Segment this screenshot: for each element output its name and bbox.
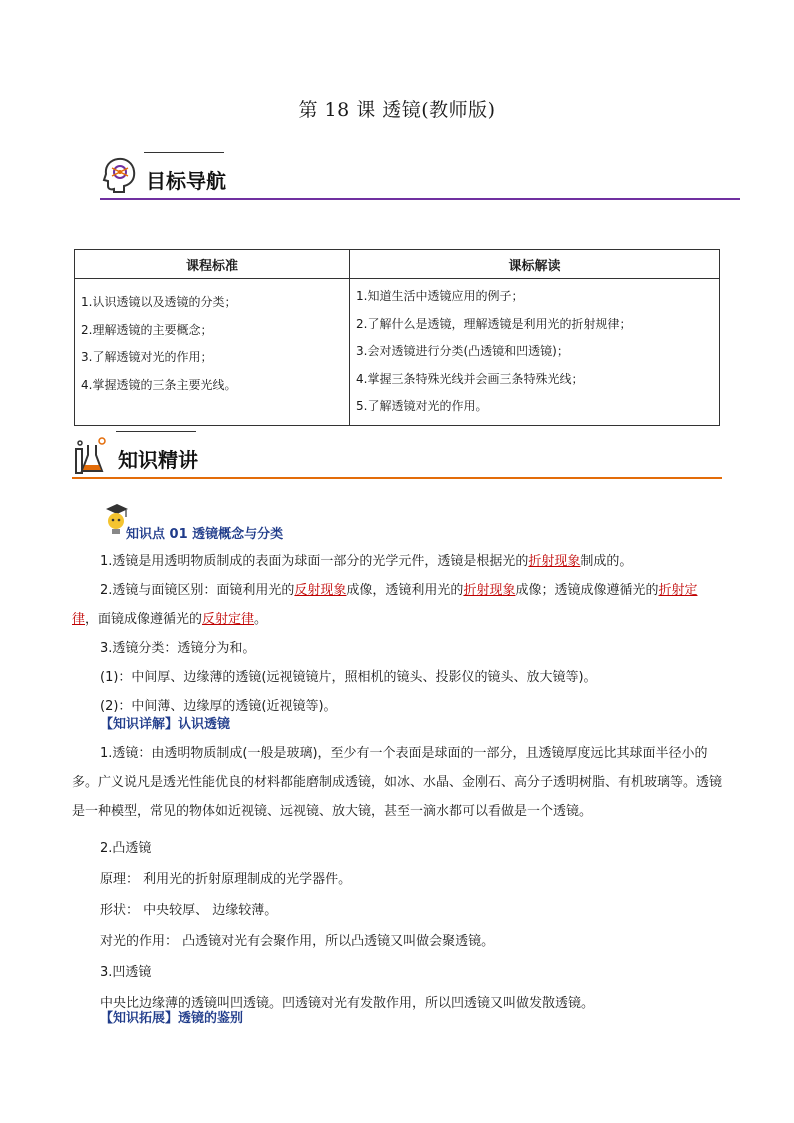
detail-tag-title: 认识透镜 [178, 717, 231, 732]
paragraph: 3.透镜分类：透镜分为和。 [100, 641, 256, 656]
knowledge-extension-heading [100, 1004, 243, 1033]
extension-tag-title: 透镜的鉴别 [178, 1011, 244, 1026]
text-run: 2.透镜与面镜区别：面镜利用光的 [100, 583, 295, 598]
text-run: 成像；透镜成像遵循光的 [515, 583, 659, 598]
extension-tag: 【知识拓展】 [100, 1011, 179, 1026]
list-item: 1.知道生活中透镜应用的例子； [356, 289, 524, 303]
lab-flasks-icon [72, 435, 110, 479]
underlined-term: 折射定律 [72, 583, 698, 627]
subheading: 2.凸透镜 [100, 841, 152, 856]
page-title: 第 18 课 透镜(教师版) [298, 99, 496, 121]
course-standards-table [74, 249, 720, 426]
list-item: 4.掌握三条特殊光线并会画三条特殊光线； [356, 371, 584, 386]
interpretation-cell [350, 279, 720, 426]
paragraph [72, 576, 722, 634]
knowledge-detail [72, 710, 722, 826]
list-item: 1.认识透镜以及透镜的分类； [81, 295, 237, 309]
detail-heading [72, 710, 722, 739]
text-run: 成像，透镜利用光的 [346, 583, 464, 598]
section-underline [72, 477, 722, 479]
paragraph: 原理： 利用光的折射原理制成的光学器件。 [100, 872, 352, 887]
list-item: 3.了解透镜对光的作用； [81, 350, 213, 364]
head-gears-icon [102, 156, 138, 200]
table-header: 课程标准 [75, 250, 350, 279]
underlined-term: 反射定律 [202, 612, 255, 627]
underlined-term: 折射现象 [463, 583, 516, 598]
section-header-knowledge [72, 429, 722, 479]
list-item: 2.了解什么是透镜，理解透镜是利用光的折射规律； [356, 316, 632, 331]
section-label: 知识精讲 [118, 448, 198, 472]
paragraph: (1)：中间厚、边缘薄的透镜(远视镜镜片，照相机的镜头、投影仪的镜头、放大镜等)。 [100, 670, 597, 685]
table-row [75, 279, 720, 426]
subheading: 3.凹透镜 [100, 965, 152, 980]
kp1-content [72, 547, 722, 721]
table-header: 课标解读 [350, 250, 720, 279]
underlined-term: 反射现象 [294, 583, 347, 598]
convex-lens-block [100, 833, 720, 1019]
text-run: 制成的。 [580, 554, 633, 569]
section-topline [144, 152, 224, 153]
underlined-term: 折射现象 [528, 554, 581, 569]
paragraph: 1.透镜：由透明物质制成(一般是玻璃)，至少有一个表面是球面的一部分，且透镜厚度远比其球面半径小的多。广义说凡是透光性能优良的材料都能磨制成透镜，如冰、水晶、金刚石、高分子透明树脂、有机玻璃等。透镜是一种模型，常见的物体如近视镜、远视镜、放大镜，甚至一滴水都可以看做是一个透镜。 [72, 746, 723, 819]
paragraph: 中央比边缘薄的透镜叫凹透镜。凹透镜对光有发散作用，所以凹透镜又叫做发散透镜。 [100, 996, 595, 1011]
section-topline [116, 431, 196, 432]
list-item: 3.会对透镜进行分类(凸透镜和凹透镜)； [356, 344, 569, 358]
text-run: 1.透镜是用透明物质制成的表面为球面一部分的光学元件，透镜是根据光的 [100, 554, 529, 569]
section-label: 目标导航 [146, 169, 226, 193]
standards-cell [75, 279, 350, 426]
section-underline [100, 198, 740, 200]
list-item: 4.掌握透镜的三条主要光线。 [81, 377, 237, 392]
detail-tag: 【知识详解】 [100, 717, 179, 732]
paragraph: 形状： 中央较厚、 边缘较薄。 [100, 903, 278, 918]
text-run: 。 [254, 612, 268, 627]
knowledge-point-title: 知识点 01 透镜概念与分类 [126, 527, 284, 542]
list-item: 2.理解透镜的主要概念； [81, 322, 213, 337]
list-item: 5.了解透镜对光的作用。 [356, 399, 488, 413]
paragraph: 对光的作用： 凸透镜对光有会聚作用，所以凸透镜又叫做会聚透镜。 [100, 934, 495, 949]
table-header-row [75, 250, 720, 279]
paragraph [72, 547, 722, 576]
paragraph: (2)：中间薄、边缘厚的透镜(近视镜等)。 [100, 699, 337, 714]
text-run: ，面镜成像遵循光的 [85, 612, 203, 627]
section-header-goals [100, 150, 740, 200]
